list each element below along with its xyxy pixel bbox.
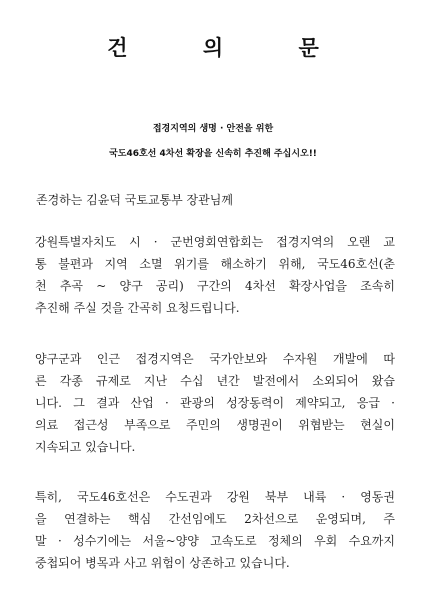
paragraph-line: 을 연결하는 핵심 간선임에도 2차선으로 운영되며, 주 (35, 512, 395, 526)
paragraph-line: 추진해 주실 것을 간곡히 요청드립니다. (35, 301, 240, 315)
headline-line-1: 접경지역의 생명 · 안전을 위한 (152, 124, 274, 134)
paragraph-line: 천 추곡 ~ 양구 공리) 구간의 4차선 확장사업을 조속히 (35, 279, 395, 293)
headline-line-2: 국도46호선 4차선 확장을 신속히 추진해 주십시오!! (109, 149, 317, 159)
paragraph-line: 양구군과 인근 접경지역은 국가안보와 수자원 개발에 따 (35, 352, 395, 366)
paragraph-line: 의료 접근성 부족으로 주민의 생명권이 위협받는 현실이 (35, 418, 395, 432)
paragraph-1 (35, 231, 395, 319)
paragraph-line: 말 · 성수기에는 서울~양양 고속도로 정체의 우회 수요까지 (35, 534, 395, 548)
paragraph-line: 지속되고 있습니다. (35, 440, 136, 454)
paragraph-line: 강원특별자치도 시 · 군번영회연합회는 접경지역의 오랜 교 (35, 235, 395, 249)
paragraph-2 (35, 348, 395, 458)
document-title: 건 의 문 (107, 36, 353, 60)
paragraph-3 (35, 486, 395, 574)
salutation: 존경하는 김윤덕 국토교통부 장관님께 (36, 193, 233, 207)
paragraph-line: 니다. 그 결과 산업 · 관광의 성장동력이 제약되고, 응급 · (35, 396, 395, 410)
paragraph-line: 른 각종 규제로 지난 수십 년간 발전에서 소외되어 왔습 (35, 374, 395, 388)
paragraph-line: 통 불편과 지역 소멸 위기를 해소하기 위해, 국도46호선(춘 (35, 257, 395, 271)
paragraph-line: 특히, 국도46호선은 수도권과 강원 북부 내륙 · 영동권 (35, 490, 395, 504)
paragraph-line: 중첩되어 병목과 사고 위험이 상존하고 있습니다. (35, 556, 290, 570)
